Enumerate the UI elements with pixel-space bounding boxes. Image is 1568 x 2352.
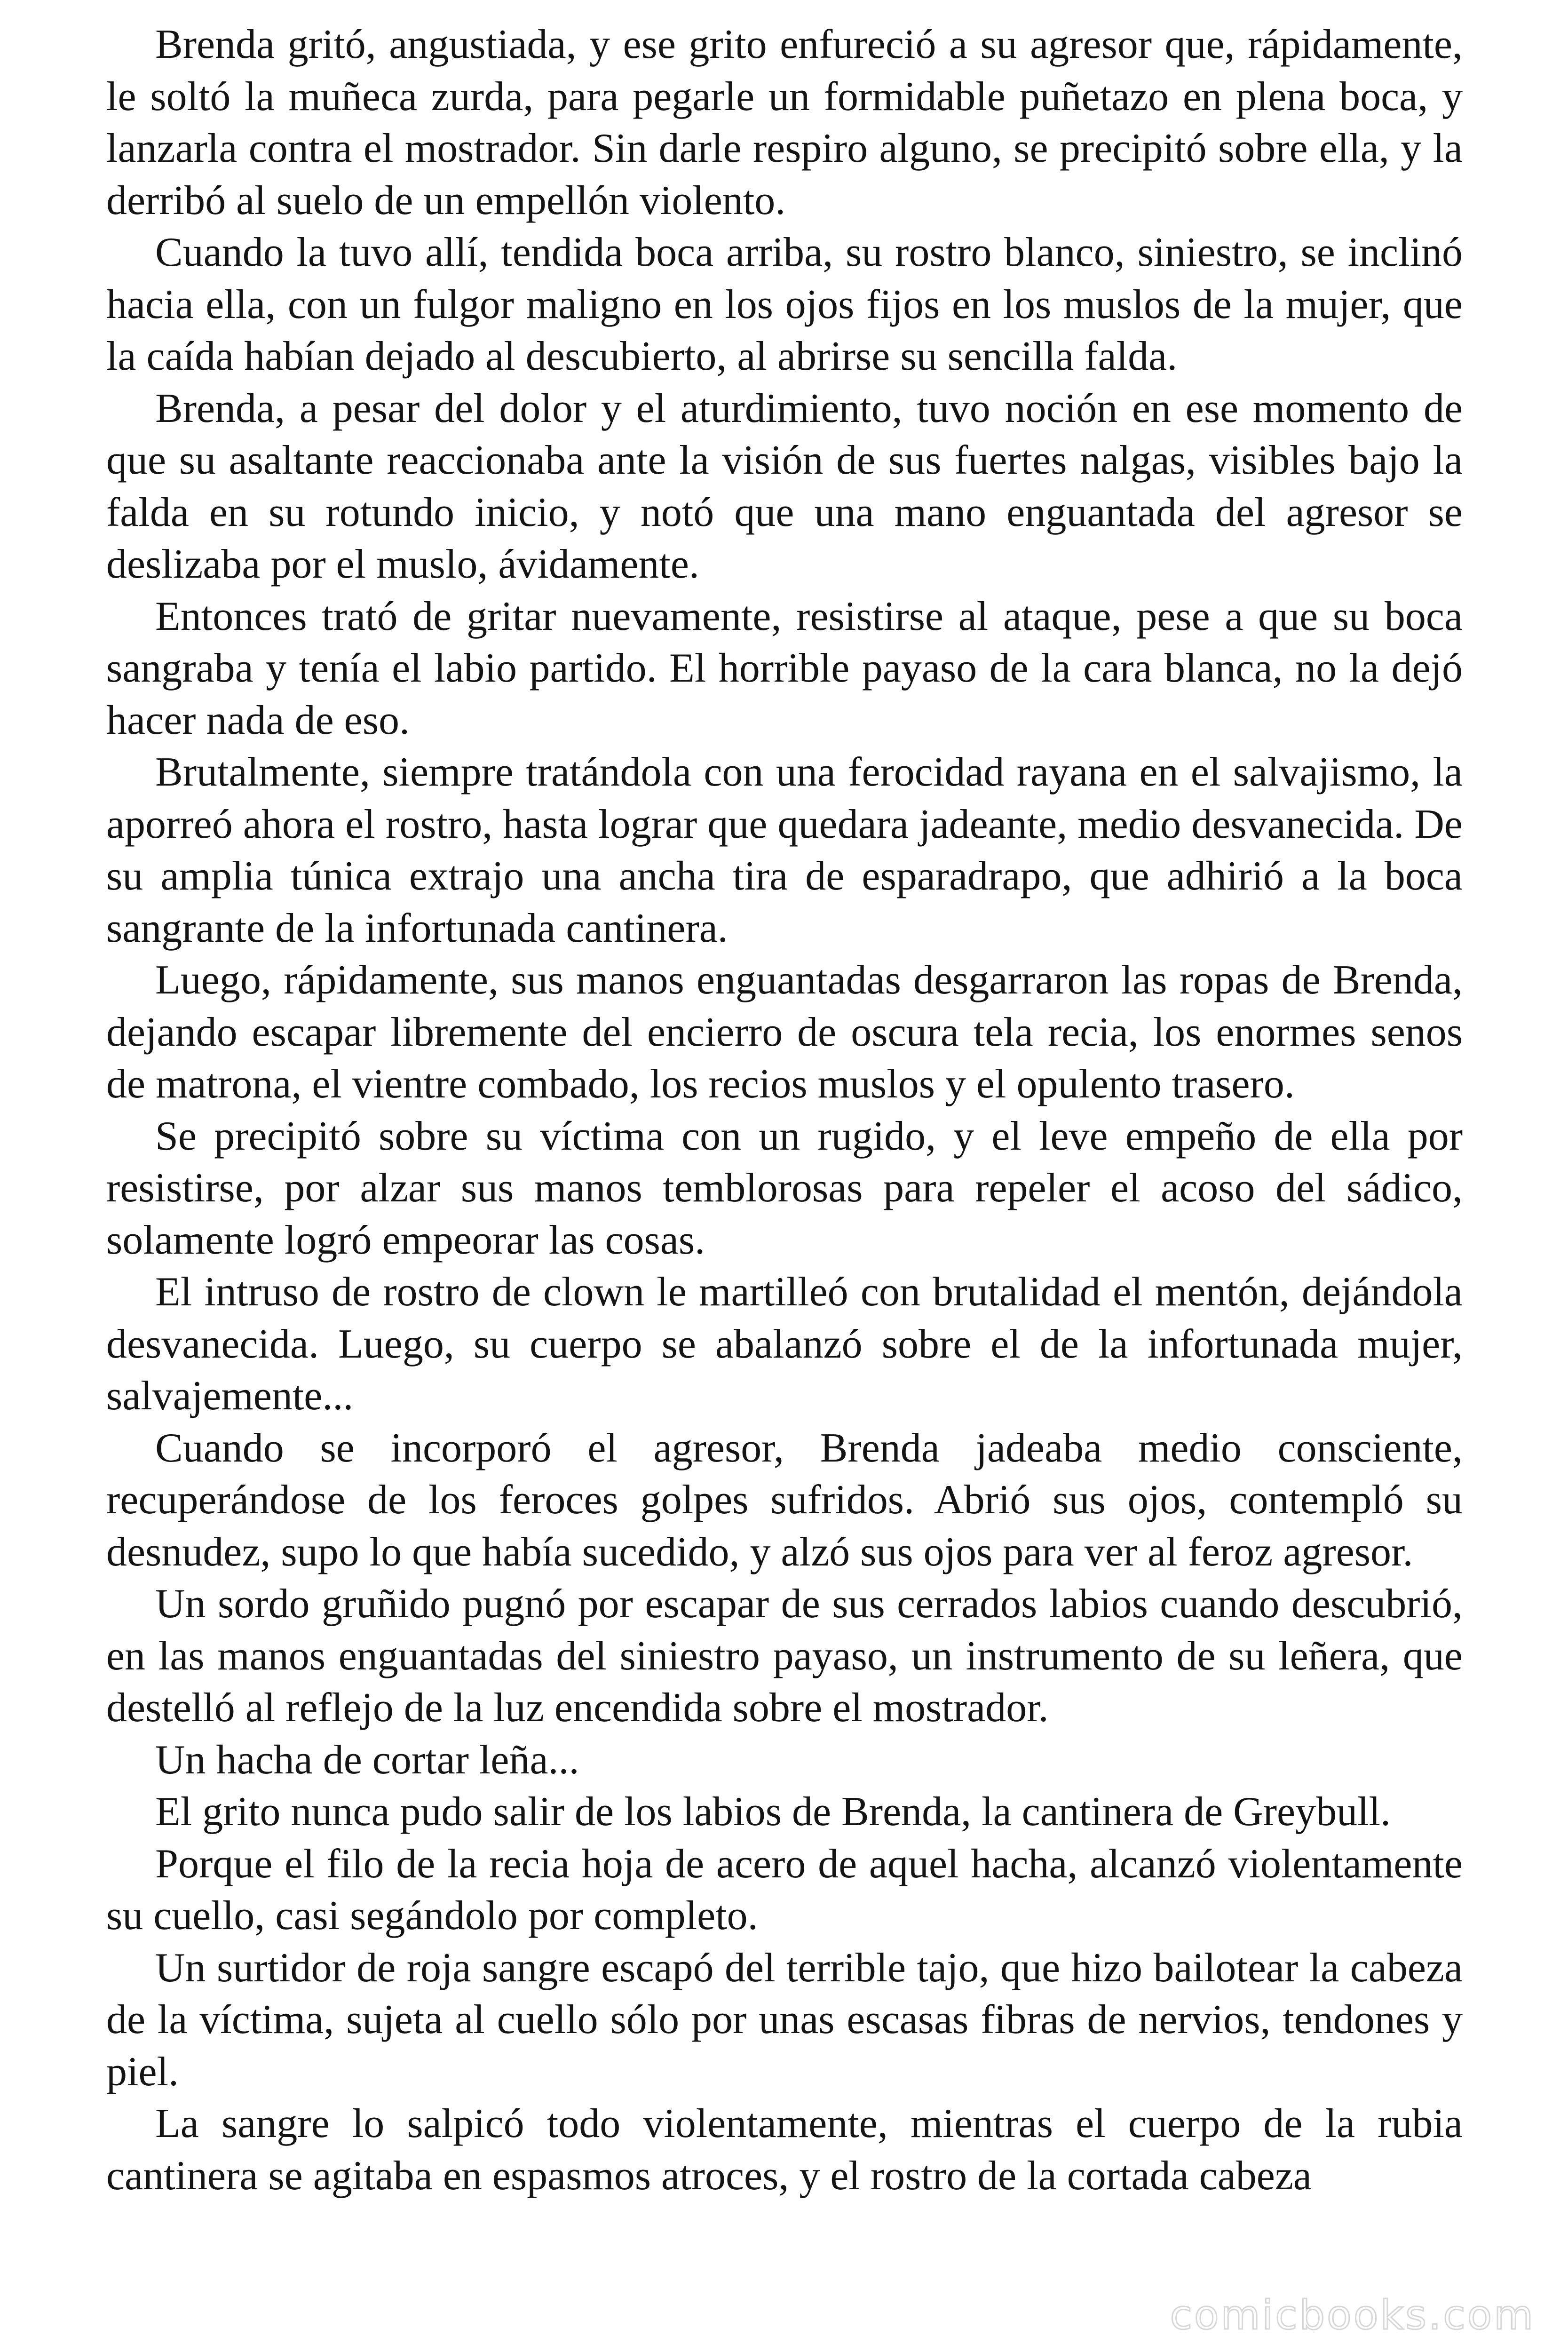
paragraph: Se precipitó sobre su víctima con un rugido, y el leve empeño de ella por resistirse, por alzar sus manos temblorosas para repeler el acoso del sádico, solamente logró empeorar las cosas. (106, 1113, 1463, 1263)
paragraph: El intruso de rostro de clown le martilleó con brutalidad el mentón, dejándola desvanecida. Luego, su cuerpo se abalanzó sobre el de la infortunada mujer, salvajemente... (106, 1269, 1463, 1419)
watermark: comicbooks.com (1170, 2292, 1535, 2339)
paragraph: El grito nunca pudo salir de los labios de Brenda, la cantinera de Greybull. (155, 1789, 1391, 1835)
paragraph: Un hacha de cortar leña... (155, 1737, 579, 1783)
paragraph: Cuando la tuvo allí, tendida boca arriba, su rostro blanco, siniestro, se inclinó hacia ella, con un fulgor maligno en los ojos fijos en los muslos de la mujer, que la caída habían dejado al descubierto, al abrirse su sencilla falda. (106, 230, 1463, 379)
paragraph: Porque el filo de la recia hoja de acero de aquel hacha, alcanzó violentamente su cuello, casi segándolo por completo. (106, 1841, 1463, 1939)
paragraph: Un sordo gruñido pugnó por escapar de sus cerrados labios cuando descubrió, en las manos enguantadas del siniestro payaso, un instrumento de su leñera, que destelló al reflejo de la luz encendida sobre el mostrador. (106, 1581, 1463, 1731)
paragraph: Brenda gritó, angustiada, y ese grito enfureció a su agresor que, rápidamente, le soltó la muñeca zurda, para pegarle un formidable puñetazo en plena boca, y lanzarla contra el mostrador. Sin darle respiro alguno, se precipitó sobre ella, y la derribó al suelo de un empellón violento. (106, 22, 1463, 223)
paragraph: Entonces trató de gritar nuevamente, resistirse al ataque, pese a que su boca sangraba y tenía el labio partido. El horrible payaso de la cara blanca, no la dejó hacer nada de eso. (106, 593, 1463, 743)
paragraph: Un surtidor de roja sangre escapó del terrible tajo, que hizo bailotear la cabeza de la víctima, sujeta al cuello sólo por unas escasas fibras de nervios, tendones y piel. (106, 1945, 1463, 2095)
paragraph: Brenda, a pesar del dolor y el aturdimiento, tuvo noción en ese momento de que su asaltante reaccionaba ante la visión de sus fuertes nalgas, visibles bajo la falda en su rotundo inicio, y notó que una mano enguantada del agresor se deslizaba por el muslo, ávidamente. (106, 385, 1463, 587)
paragraph: La sangre lo salpicó todo violentamente, mientras el cuerpo de la rubia cantinera se agitaba en espasmos atroces, y el rostro de la cortada cabeza (106, 2101, 1463, 2199)
paragraph: Brutalmente, siempre tratándola con una ferocidad rayana en el salvajismo, la aporreó ahora el rostro, hasta lograr que quedara jadeante, medio desvanecida. De su amplia túnica extrajo una ancha tira de esparadrapo, que adhirió a la boca sangrante de la infortunada cantinera. (106, 749, 1463, 951)
paragraph: Cuando se incorporó el agresor, Brenda jadeaba medio consciente, recuperándose de los feroces golpes sufridos. Abrió sus ojos, contempló su desnudez, supo lo que había sucedido, y alzó sus ojos para ver al feroz agresor. (106, 1425, 1463, 1575)
paragraph: Luego, rápidamente, sus manos enguantadas desgarraron las ropas de Brenda, dejando escapar libremente del encierro de oscura tela recia, los enormes senos de matrona, el vientre combado, los recios muslos y el opulento trasero. (106, 957, 1463, 1107)
page-body (106, 19, 1463, 2338)
